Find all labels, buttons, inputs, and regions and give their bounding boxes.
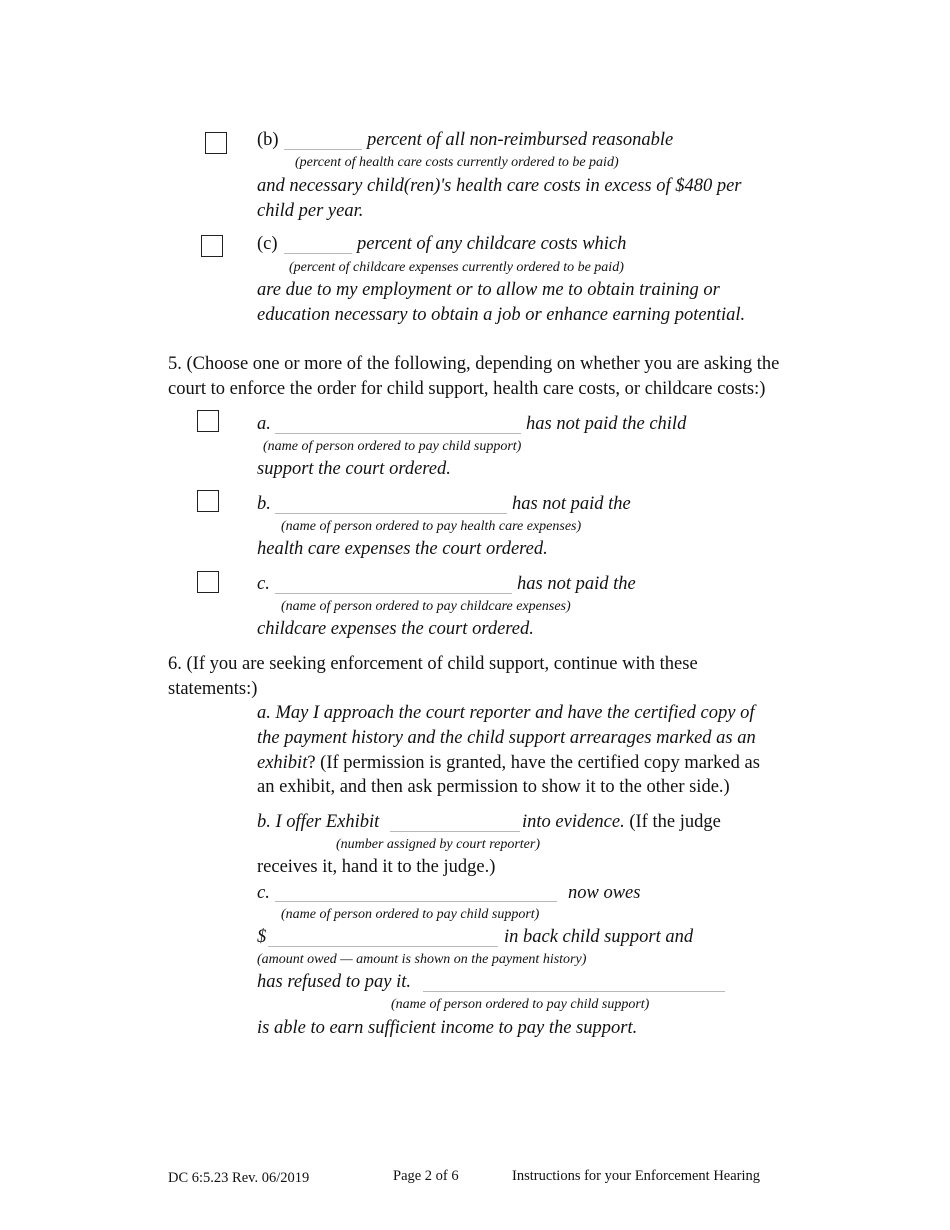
blank-5a-name[interactable] — [275, 433, 521, 434]
label-6c: c. — [257, 883, 270, 903]
text-6a-line3 — [257, 753, 760, 774]
blank-5b-name[interactable] — [275, 513, 507, 514]
text-6c-able-to-earn: is able to earn sufficient income to pay the support. — [257, 1018, 638, 1038]
hint-6c-name-2: (name of person ordered to pay child support) — [391, 997, 650, 1012]
item6-intro-line1: 6. (If you are seeking enforcement of child support, continue with these — [168, 654, 698, 674]
text-4c-line2: are due to my employment or to allow me to obtain training or — [257, 280, 720, 300]
hint-6c-name: (name of person ordered to pay child support) — [281, 907, 540, 922]
text-6c-back-support: in back child support and — [504, 927, 694, 947]
footer-form-id: DC 6:5.23 Rev. 06/2019 — [168, 1170, 310, 1186]
label-4c: (c) — [257, 234, 278, 254]
blank-6c-name[interactable] — [275, 901, 557, 902]
text-5c: has not paid the — [517, 574, 636, 594]
text-4c: percent of any childcare costs which — [357, 234, 627, 254]
text-5b-line2: health care expenses the court ordered. — [257, 539, 548, 559]
text-6b-after — [522, 812, 721, 833]
hint-6b: (number assigned by court reporter) — [336, 837, 541, 852]
blank-4b-percent[interactable] — [284, 149, 362, 150]
footer-title: Instructions for your Enforcement Hearing — [512, 1168, 761, 1184]
text-6c-now-owes: now owes — [568, 883, 641, 903]
blank-6c-amount[interactable] — [268, 946, 498, 947]
text-6b-line2: receives it, hand it to the judge.) — [257, 857, 496, 877]
text-6a-exhibit: exhibit — [257, 753, 308, 773]
text-6b-if-judge: (If the judge — [624, 812, 721, 832]
text-6c-dollar: $ — [257, 927, 267, 947]
checkbox-5c[interactable] — [197, 571, 219, 593]
text-5c-line2: childcare expenses the court ordered. — [257, 619, 534, 639]
hint-5b: (name of person ordered to pay health care expenses) — [281, 519, 582, 534]
label-5a: a. — [257, 414, 271, 434]
text-6b-into-evidence: into evidence. — [522, 812, 625, 832]
item6-intro-line2: statements:) — [168, 679, 258, 699]
checkbox-4b[interactable] — [205, 132, 227, 154]
item5-intro-line2: court to enforce the order for child support, health care costs, or childcare costs:) — [168, 379, 766, 399]
blank-4c-percent[interactable] — [284, 253, 352, 254]
text-4b-line2: and necessary child(ren)'s health care costs in excess of $480 per — [257, 176, 742, 196]
text-5b: has not paid the — [512, 494, 631, 514]
checkbox-4c[interactable] — [201, 235, 223, 257]
text-6a-line3-rest: ? (If permission is granted, have the certified copy marked as — [307, 753, 760, 773]
hint-5c: (name of person ordered to pay childcare expenses) — [281, 599, 571, 614]
text-6a-line4: an exhibit, and then ask permission to show it to the other side.) — [257, 777, 730, 797]
item5-intro-line1: 5. (Choose one or more of the following, depending on whether you are asking the — [168, 354, 780, 374]
text-6b-lead: b. I offer Exhibit — [257, 812, 380, 832]
footer-page-number: Page 2 of 6 — [393, 1168, 459, 1184]
label-4b: (b) — [257, 130, 279, 150]
text-4b-line3: child per year. — [257, 201, 364, 221]
text-6a-line1: a. May I approach the court reporter and have the certified copy of — [257, 703, 755, 723]
blank-6c-name-2[interactable] — [423, 991, 725, 992]
text-6a-line2: the payment history and the child support arrearages marked as an — [257, 728, 756, 748]
text-5a-line2: support the court ordered. — [257, 459, 451, 479]
blank-6b-exhibit-number[interactable] — [390, 831, 520, 832]
hint-5a: (name of person ordered to pay child support) — [263, 439, 522, 454]
text-6c-refused: has refused to pay it. — [257, 972, 411, 992]
text-5a: has not paid the child — [526, 414, 687, 434]
checkbox-5b[interactable] — [197, 490, 219, 512]
text-4b: percent of all non-reimbursed reasonable — [367, 130, 674, 150]
label-5b: b. — [257, 494, 271, 514]
checkbox-5a[interactable] — [197, 410, 219, 432]
hint-6c-amount: (amount owed — amount is shown on the payment history) — [257, 952, 587, 967]
hint-4b: (percent of health care costs currently ordered to be paid) — [295, 155, 619, 170]
blank-5c-name[interactable] — [275, 593, 512, 594]
hint-4c: (percent of childcare expenses currently ordered to be paid) — [289, 260, 624, 275]
label-5c: c. — [257, 574, 270, 594]
text-4c-line3: education necessary to obtain a job or enhance earning potential. — [257, 305, 746, 325]
